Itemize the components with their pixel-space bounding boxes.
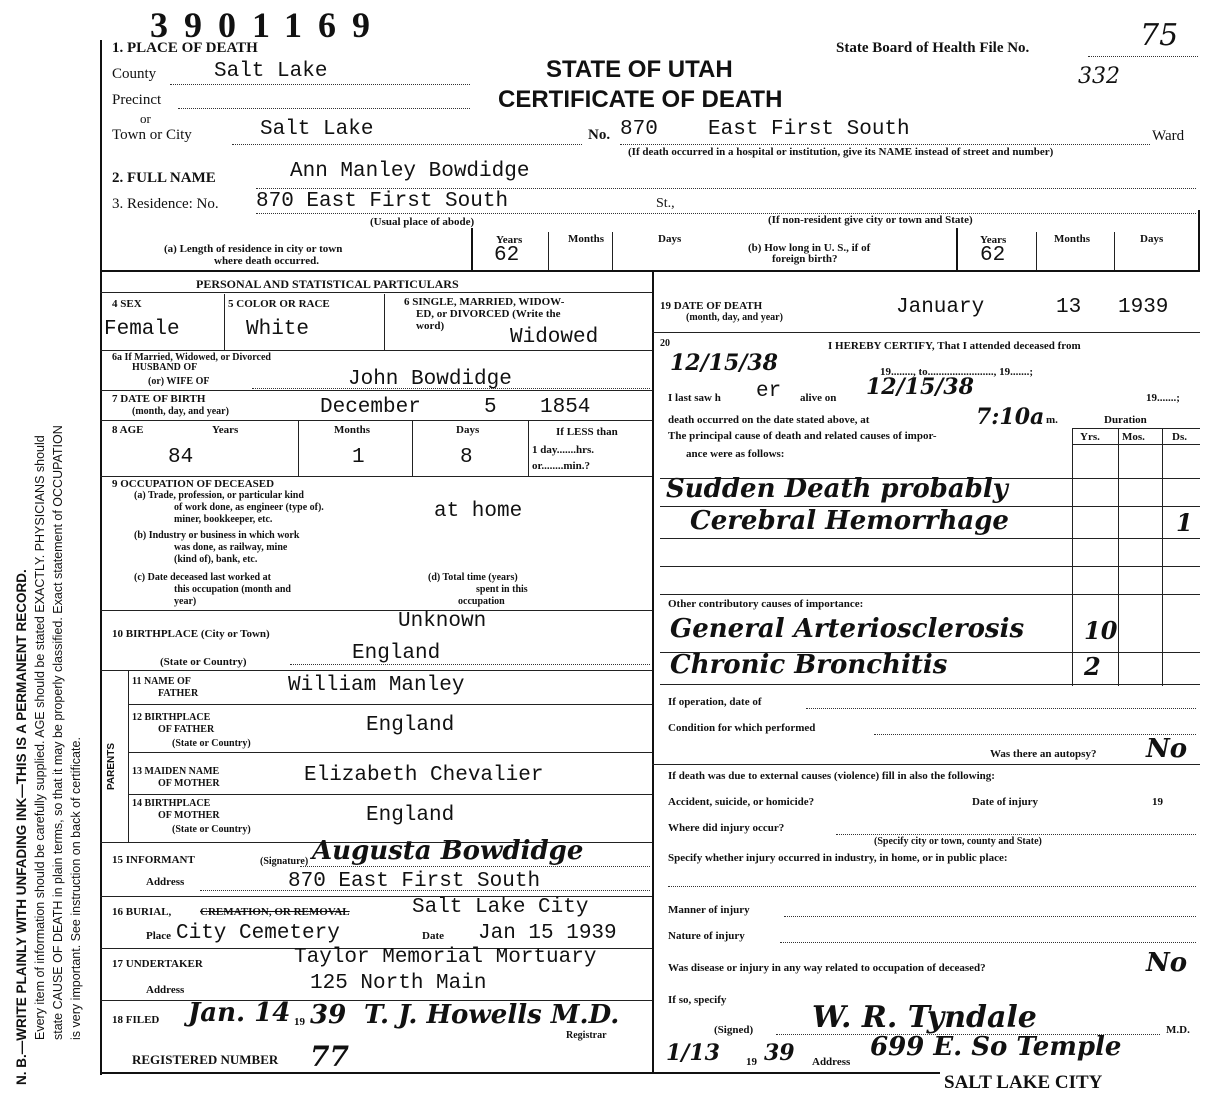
industry-line (668, 886, 1196, 887)
father-birthplace: England (366, 714, 455, 737)
us-months-label: Months (1054, 233, 1091, 245)
st-label: St., (656, 196, 675, 211)
duration-col-3 (1162, 428, 1163, 686)
manner-line (784, 916, 1196, 917)
color-marital-divider (384, 294, 385, 350)
contributory-1-years: 10 (1084, 616, 1118, 645)
personal-title-line (100, 292, 652, 293)
father-label-b: FATHER (158, 688, 199, 699)
dod-line (652, 332, 1200, 333)
last-saw-value: er (756, 380, 782, 403)
signed-year: 39 (764, 1040, 795, 1066)
res-box-div1 (548, 232, 549, 270)
age-div2 (412, 420, 413, 476)
sex-label: 4 SEX (112, 298, 142, 310)
filed-label: 18 FILED (112, 1014, 160, 1026)
dod-label-b: (month, day, and year) (686, 312, 783, 323)
occupation-related-label: Was disease or injury in any way related to occupation of deceased? (668, 962, 986, 974)
side-note-instructions-1: Every item of information should be carefully supplied. AGE should be stated EXACTLY. PHYSICIANS should (33, 435, 47, 1040)
father-bp-label-b: OF FATHER (158, 724, 215, 735)
center-divider (652, 272, 654, 1072)
occupation-value: at home (434, 500, 523, 523)
birthplace-label: 10 BIRTHPLACE (City or Town) (112, 628, 270, 640)
marital-label-a: 6 SINGLE, MARRIED, WIDOW- (404, 296, 565, 308)
personal-section-title: PERSONAL AND STATISTICAL PARTICULARS (196, 277, 459, 291)
sex-value: Female (104, 318, 180, 341)
less-label-a: If LESS than (556, 426, 618, 438)
dob-month: December (320, 396, 421, 419)
left-border (100, 40, 102, 1075)
mother-bp-label-b: OF MOTHER (158, 810, 220, 821)
physician-address-label: Address (812, 1056, 851, 1068)
physician-signature: W. R. Tyndale (812, 1000, 1037, 1035)
duration-col-1 (1072, 428, 1073, 686)
res-box-div2 (612, 232, 613, 270)
state-title: STATE OF UTAH (546, 56, 733, 83)
ds-label: Ds. (1172, 431, 1187, 443)
side-note-instructions-2: state CAUSE OF DEATH in plain terms, so that it may be properly classified. Exact statement of OCCUPATION (51, 425, 65, 1040)
duration-header-line (1072, 444, 1200, 445)
signed-label: (Signed) (714, 1024, 754, 1036)
spouse-label-c: (or) WIFE OF (148, 376, 210, 387)
us-residence-label-b: foreign birth? (772, 253, 838, 265)
town-label: Town or City (112, 127, 192, 143)
contributory-1: General Arteriosclerosis (670, 614, 1025, 644)
contrib-line-2 (660, 684, 1200, 685)
occ-b2: was done, as railway, mine (174, 542, 288, 553)
dod-month: January (896, 296, 985, 319)
ward-label: Ward (1152, 128, 1185, 144)
county-line (170, 84, 470, 85)
spouse-value: John Bowdidge (348, 368, 512, 391)
row-line-9 (128, 794, 652, 795)
full-name-value: Ann Manley Bowdidge (290, 160, 530, 183)
county-label: County (112, 66, 157, 82)
mother-label-b: OF MOTHER (158, 778, 220, 789)
contributory-2-years: 2 (1084, 652, 1101, 681)
spouse-label-a: 6a If Married, Widowed, or Divorced (112, 352, 271, 363)
residence-value: 870 East First South (256, 190, 509, 213)
street-line (620, 144, 1150, 145)
dob-label-b: (month, day, and year) (132, 406, 229, 417)
where-injury-label: Where did injury occur? (668, 822, 785, 834)
town-value: Salt Lake (260, 118, 374, 141)
parents-label: PARENTS (106, 742, 117, 790)
death-m-label: m. (1046, 414, 1058, 426)
age-days: 8 (460, 446, 473, 469)
birthplace-country: England (352, 642, 441, 665)
certify-number: 20 (660, 338, 670, 349)
undertaker-label: 17 UNDERTAKER (112, 958, 203, 970)
attended-from: 12/15/38 (670, 350, 778, 376)
informant-address: 870 East First South (288, 870, 541, 893)
town-line (232, 144, 582, 145)
nature-line (780, 942, 1196, 943)
filed-year: 39 (310, 1000, 347, 1030)
age-days-label: Days (456, 424, 480, 436)
injury-19: 19 (1152, 796, 1163, 808)
operation-line (806, 708, 1196, 709)
burial-city: Salt Lake City (412, 896, 589, 919)
death-occurred-label: death occurred on the date stated above, at (668, 414, 870, 426)
occupation-label: 9 OCCUPATION OF DECEASED (112, 478, 275, 490)
registrar-signature: T. J. Howells M.D. (364, 1000, 620, 1030)
birthplace-state-label: (State or Country) (160, 656, 247, 668)
occ-d3: occupation (458, 596, 505, 607)
father-bp-label-c: (State or Country) (172, 738, 251, 749)
informant-label: 15 INFORMANT (112, 854, 195, 866)
external-causes-label: If death was due to external causes (violence) fill in also the following: (668, 770, 995, 782)
marital-label-b: ED, or DIVORCED (Write the (416, 308, 561, 320)
informant-signature: Augusta Bowdidge (312, 836, 584, 866)
reg-number-label: REGISTERED NUMBER (132, 1052, 279, 1067)
file-no-line (1088, 56, 1198, 57)
registrar-label: Registrar (566, 1030, 607, 1041)
county-value: Salt Lake (214, 60, 328, 83)
age-div1 (298, 420, 299, 476)
hospital-note: (If death occurred in a hospital or institution, give its NAME instead of street and number) (628, 146, 1054, 158)
cause-line-2 (660, 538, 1200, 539)
duration-col-2 (1118, 428, 1119, 686)
side-note-instructions-3: is very important. See instruction on back of certificate. (69, 737, 83, 1040)
physician-address: 699 E. So Temple (870, 1032, 1122, 1062)
birthplace-line (290, 664, 650, 665)
length-residence-label-b: where death occurred. (214, 255, 319, 267)
parents-divider (128, 670, 129, 842)
condition-label: Condition for which performed (668, 722, 816, 734)
autopsy-value: No (1146, 734, 1188, 764)
undertaker-address: 125 North Main (310, 972, 487, 995)
mother-bp-label-c: (State or Country) (172, 824, 251, 835)
street-value: East First South (708, 118, 910, 141)
operation-label: If operation, date of (668, 696, 762, 708)
birthplace-city: Unknown (398, 610, 487, 633)
dob-year: 1854 (540, 396, 591, 419)
row-line-5 (100, 610, 652, 611)
street-no-label: No. (588, 127, 611, 143)
alive-label: alive on (800, 392, 837, 404)
occ-c1: (c) Date deceased last worked at (134, 572, 271, 583)
row-line-3 (100, 420, 652, 421)
file-no-extra: 332 (1078, 64, 1120, 89)
dob-label-a: 7 DATE OF BIRTH (112, 393, 206, 405)
burial-place-label: Place (146, 930, 172, 942)
row-line-8 (128, 752, 652, 753)
row-line-4 (100, 476, 652, 477)
serial-number: 3901169 (150, 5, 387, 45)
dod-label-a: 19 DATE OF DEATH (660, 300, 763, 312)
occ-b3: (kind of), bank, etc. (174, 554, 258, 565)
mother-label-a: 13 MAIDEN NAME (132, 766, 220, 777)
occ-c2: this occupation (month and (174, 584, 291, 595)
burial-date-label: Date (422, 930, 444, 942)
precinct-label: Precinct (112, 92, 162, 108)
sex-color-divider (224, 294, 225, 350)
cause-2-days: 1 (1176, 508, 1193, 537)
manner-label: Manner of injury (668, 904, 750, 916)
where-line (836, 834, 1196, 835)
age-years-label: Years (212, 424, 239, 436)
burial-date: Jan 15 1939 (478, 922, 617, 945)
contributory-label: Other contributory causes of importance: (668, 598, 864, 610)
us-box-left (956, 228, 958, 270)
alive-suffix: 19.......; (1146, 392, 1180, 404)
age-years: 84 (168, 446, 194, 469)
bottom-border (100, 1072, 940, 1074)
alive-date: 12/15/38 (866, 374, 974, 400)
age-months-label: Months (334, 424, 371, 436)
precinct-line (178, 108, 470, 109)
res-years-value: 62 (494, 244, 520, 267)
nonresident-note: (If non-resident give city or town and State) (768, 214, 973, 226)
father-name: William Manley (288, 674, 465, 697)
full-name-line (256, 188, 1196, 189)
certificate-title: CERTIFICATE OF DEATH (498, 86, 783, 113)
father-label-a: 11 NAME OF (132, 676, 191, 687)
cause-2: Cerebral Hemorrhage (690, 506, 1009, 536)
yrs-label: Yrs. (1080, 431, 1100, 443)
industry-label: Specify whether injury occurred in industry, in home, or in public place: (668, 852, 1008, 864)
side-note-permanent-record: N. B.—WRITE PLAINLY WITH UNFADING INK—THIS IS A PERMANENT RECORD. (14, 569, 29, 1085)
father-bp-label-a: 12 BIRTHPLACE (132, 712, 211, 723)
cause-1: Sudden Death probably (666, 474, 1008, 504)
cause-label-b: ance were as follows: (686, 448, 785, 460)
injury-date-label: Date of injury (972, 796, 1038, 808)
cause-label-a: The principal cause of death and related causes of impor- (668, 430, 937, 442)
mother-bp-label-a: 14 BIRTHPLACE (132, 798, 211, 809)
nature-label: Nature of injury (668, 930, 745, 942)
autopsy-divider (652, 764, 1200, 765)
file-no-label: State Board of Health File No. (836, 40, 1030, 56)
color-label: 5 COLOR OR RACE (228, 298, 330, 310)
informant-sig-line (300, 866, 650, 867)
us-box-div2 (1114, 232, 1115, 270)
age-div3 (528, 420, 529, 476)
specify-place-label: (Specify city or town, county and State) (874, 836, 1042, 847)
place-of-death-label: 1. PLACE OF DEATH (112, 40, 258, 56)
marital-value: Widowed (510, 326, 599, 349)
signature-label: (Signature) (260, 856, 309, 867)
cause-line-3 (660, 566, 1200, 567)
md-label: M.D. (1166, 1024, 1190, 1036)
res-months-label: Months (568, 233, 605, 245)
occ-a1: (a) Trade, profession, or particular kind (134, 490, 304, 501)
occ-a2: of work done, as engineer (type of). (174, 502, 324, 513)
age-label: 8 AGE (112, 424, 144, 436)
reg-number: 77 (310, 1040, 349, 1073)
divider-personal (100, 270, 1200, 272)
res-years-label: Years (496, 234, 523, 246)
color-value: White (246, 318, 310, 341)
undertaker-value: Taylor Memorial Mortuary (294, 946, 597, 969)
marital-label-c: word) (416, 320, 445, 332)
if-so-label: If so, specify (668, 994, 727, 1006)
less-label-c: or........min.? (532, 460, 590, 472)
cause-line-4 (660, 594, 1200, 595)
duration-label: Duration (1104, 414, 1147, 426)
full-name-label: 2. FULL NAME (112, 170, 216, 186)
mother-birthplace: England (366, 804, 455, 827)
occ-b1: (b) Industry or business in which work (134, 530, 300, 541)
dob-day: 5 (484, 396, 497, 419)
us-days-label: Days (1140, 233, 1164, 245)
mother-name: Elizabeth Chevalier (304, 764, 544, 787)
signed-date: 1/13 (666, 1040, 720, 1066)
informant-address-label: Address (146, 876, 185, 888)
duration-top-line (1072, 428, 1200, 429)
row-line-2 (100, 390, 652, 391)
burial-place: City Cemetery (176, 922, 340, 945)
occ-d1: (d) Total time (years) (428, 572, 518, 583)
res-days-label: Days (658, 233, 682, 245)
row-line-7 (128, 704, 652, 705)
length-residence-label-a: (a) Length of residence in city or town (164, 243, 343, 255)
spouse-label-b: HUSBAND OF (132, 362, 198, 373)
accident-label: Accident, suicide, or homicide? (668, 796, 815, 808)
us-years-value: 62 (980, 244, 1006, 267)
undertaker-address-label: Address (146, 984, 185, 996)
certify-text: I HEREBY CERTIFY, That I attended deceased from (828, 340, 1081, 352)
last-saw-label: I last saw h (668, 392, 721, 404)
street-no-value: 870 (620, 118, 658, 141)
death-time: 7:10a (976, 404, 1045, 430)
age-months: 1 (352, 446, 365, 469)
right-border-top (1198, 210, 1200, 270)
filed-date: Jan. 14 (188, 998, 291, 1028)
contributory-2: Chronic Bronchitis (670, 650, 948, 680)
signed-year-prefix: 19 (746, 1056, 757, 1068)
filed-year-prefix: 19 (294, 1016, 305, 1028)
residence-label: 3. Residence: No. (112, 196, 219, 212)
occ-a3: miner, bookkeeper, etc. (174, 514, 273, 525)
occ-c3: year) (174, 596, 197, 607)
us-years-label: Years (980, 234, 1007, 246)
occupation-related-value: No (1146, 948, 1188, 978)
dod-year: 1939 (1118, 296, 1169, 319)
city-stamp: SALT LAKE CITY (944, 1072, 1103, 1093)
residence-line (256, 213, 1196, 214)
file-no-value: 75 (1140, 18, 1179, 53)
us-residence-label-a: (b) How long in U. S., if of (748, 242, 871, 254)
dod-day: 13 (1056, 296, 1082, 319)
less-label-b: 1 day.......hrs. (532, 444, 595, 456)
row-line-6 (100, 670, 652, 671)
or-label: or (140, 111, 151, 126)
res-box-left (471, 228, 473, 270)
us-box-div1 (1036, 232, 1037, 270)
autopsy-label: Was there an autopsy? (990, 748, 1097, 760)
burial-struck: CREMATION, OR REMOVAL (200, 906, 350, 918)
burial-label: 16 BURIAL, (112, 906, 172, 918)
row-line-1 (100, 350, 652, 351)
attended-to: 19........, to........................, 19.......; (880, 366, 1034, 378)
mos-label: Mos. (1122, 431, 1145, 443)
occ-d2: spent in this (476, 584, 528, 595)
usual-abode-note: (Usual place of abode) (370, 216, 475, 228)
